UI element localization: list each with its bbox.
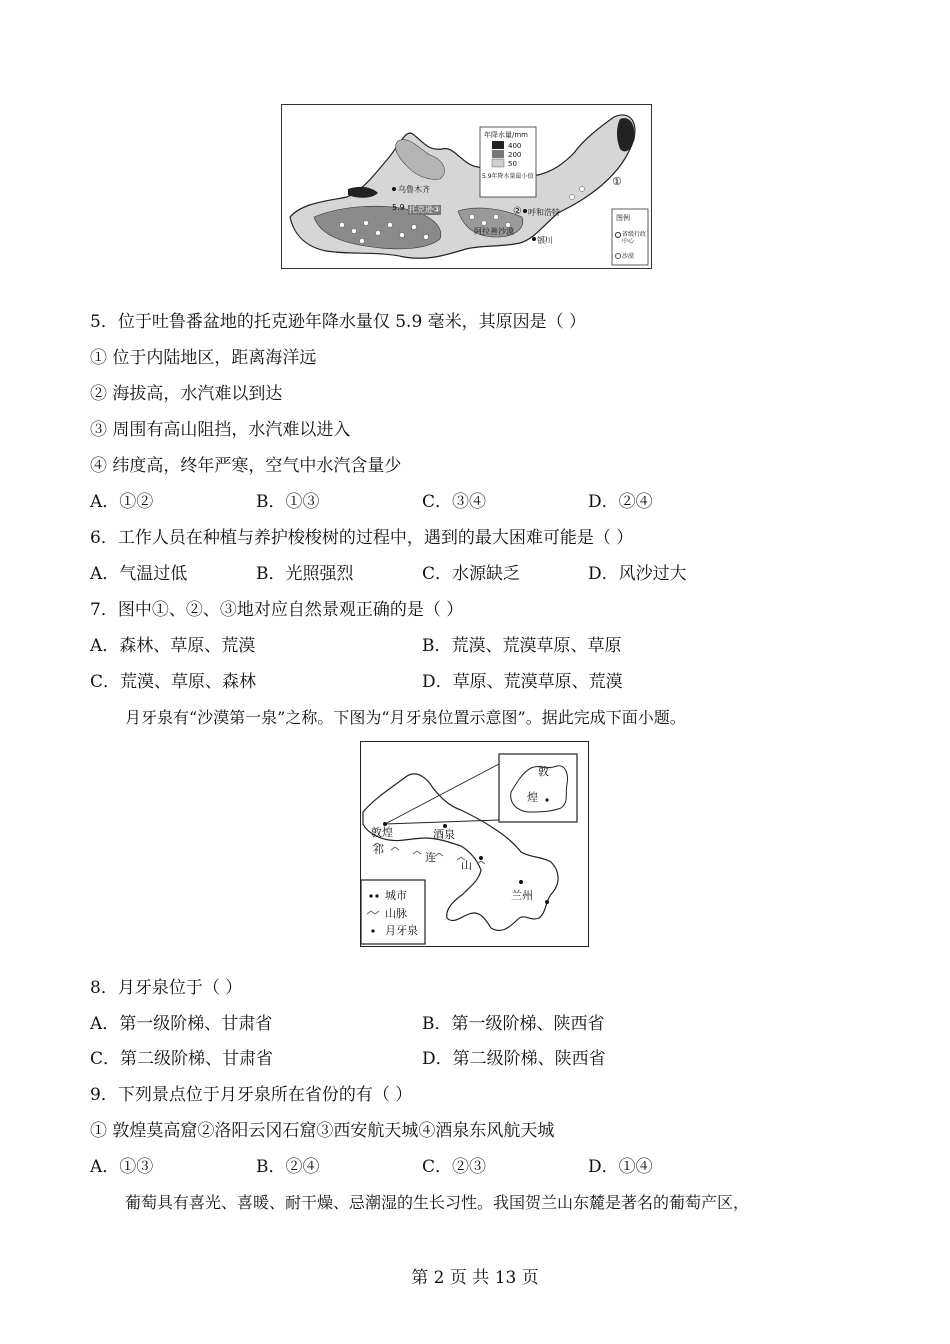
q6-option-a: A．气温过低 bbox=[90, 564, 188, 584]
map1-label-toksun: 托克逊③ bbox=[409, 205, 441, 214]
q7-stem: 7．图中①、②、③地对应自然景观正确的是（ ） bbox=[90, 600, 464, 620]
precipitation-map-drawing bbox=[282, 105, 650, 267]
q5-stem: 5．位于吐鲁番盆地的托克逊年降水量仅 5.9 毫米，其原因是（ ） bbox=[90, 312, 587, 332]
q8-stem: 8．月牙泉位于（ ） bbox=[90, 978, 243, 998]
q9-option-c: C．②③ bbox=[422, 1157, 487, 1177]
q5-option-b: B．①③ bbox=[256, 492, 320, 512]
map1-label-urumqi: 乌鲁木齐 bbox=[398, 185, 430, 194]
map2-label-lanzhou: 兰州 bbox=[511, 889, 533, 902]
q9-option-d: D．①④ bbox=[588, 1157, 653, 1177]
q7-option-d: D．草原、荒漠草原、荒漠 bbox=[422, 672, 623, 692]
map1-legend2-desert: 沙漠 bbox=[622, 253, 635, 260]
map1-legend-200: 200 bbox=[508, 151, 522, 159]
map1-legend-title: 年降水量/mm bbox=[484, 131, 528, 139]
q6-stem: 6．工作人员在种植与养护梭梭树的过程中，遇到的最大困难可能是（ ） bbox=[90, 528, 634, 548]
q7-option-a: A．森林、草原、荒漠 bbox=[90, 636, 256, 656]
page-footer: 第 2 页 共 13 页 bbox=[411, 1268, 539, 1288]
map1-label-hohhot: 呼和浩特 bbox=[528, 208, 560, 217]
q9-items: ① 敦煌莫高窟②洛阳云冈石窟③西安航天城④酒泉东风航天城 bbox=[90, 1121, 555, 1141]
intro-paragraph-2: 月牙泉有“沙漠第一泉”之称。下图为“月牙泉位置示意图”。据此完成下面小题。 bbox=[125, 708, 686, 727]
map2-label-lian: 连 bbox=[425, 851, 436, 864]
map2-inset-dun: 敦 bbox=[538, 765, 549, 778]
crescent-spring-map bbox=[360, 741, 589, 947]
map2-inset-huang: 煌 bbox=[527, 791, 538, 804]
q5-item-2: ② 海拔高，水汽难以到达 bbox=[90, 384, 283, 404]
q7-option-c: C．荒漠、草原、森林 bbox=[90, 672, 257, 692]
q5-option-a: A．①② bbox=[90, 492, 154, 512]
map2-legend-city: 城市 bbox=[385, 889, 407, 902]
q6-option-b: B．光照强烈 bbox=[256, 564, 354, 584]
map1-label-yinchuan: 银川 bbox=[537, 236, 553, 245]
map1-legend-400: 400 bbox=[508, 142, 522, 150]
map1-legend2-center: 省级行政中心 bbox=[622, 231, 647, 245]
map1-legend-50: 50 bbox=[508, 160, 517, 168]
q5-item-3: ③ 周围有高山阻挡，水汽难以进入 bbox=[90, 420, 351, 440]
q9-stem: 9．下列景点位于月牙泉所在省份的有（ ） bbox=[90, 1085, 413, 1105]
map2-legend-spring: 月牙泉 bbox=[385, 924, 418, 937]
q5-item-1: ① 位于内陆地区，距离海洋远 bbox=[90, 348, 317, 368]
precipitation-map bbox=[281, 104, 652, 269]
q8-option-a: A．第一级阶梯、甘肃省 bbox=[90, 1014, 273, 1034]
map2-legend-mountain: 山脉 bbox=[385, 907, 407, 920]
map1-marker-2: ② bbox=[513, 206, 522, 217]
q5-option-c: C．③④ bbox=[422, 492, 487, 512]
q8-option-b: B．第一级阶梯、陕西省 bbox=[422, 1014, 605, 1034]
map2-label-shan: 山 bbox=[461, 859, 472, 872]
map1-label-alashan: 阿拉善沙漠 bbox=[474, 227, 514, 236]
intro-paragraph-3: 葡萄具有喜光、喜暖、耐干燥、忌潮湿的生长习性。我国贺兰山东麓是著名的葡萄产区， bbox=[125, 1193, 750, 1212]
q6-option-c: C．水源缺乏 bbox=[422, 564, 521, 584]
map1-label-value: 5.9 bbox=[392, 203, 405, 212]
map1-legend2-title: 图例 bbox=[616, 214, 630, 222]
q9-option-b: B．②④ bbox=[256, 1157, 320, 1177]
q8-option-c: C．第二级阶梯、甘肃省 bbox=[90, 1049, 274, 1069]
q5-option-d: D．②④ bbox=[588, 492, 653, 512]
map2-label-dunhuang: 敦煌 bbox=[371, 826, 393, 839]
map2-label-qi: 祁 bbox=[373, 843, 384, 856]
map1-marker-1: ① bbox=[612, 175, 622, 188]
map1-legend-note: 5.9年降水量最小值 bbox=[482, 173, 534, 180]
q6-option-d: D．风沙过大 bbox=[588, 564, 687, 584]
q8-option-d: D．第二级阶梯、陕西省 bbox=[422, 1049, 606, 1069]
q7-option-b: B．荒漠、荒漠草原、草原 bbox=[422, 636, 622, 656]
map2-label-jiuquan: 酒泉 bbox=[433, 828, 455, 841]
q9-option-a: A．①③ bbox=[90, 1157, 154, 1177]
q5-item-4: ④ 纬度高，终年严寒，空气中水汽含量少 bbox=[90, 456, 402, 476]
